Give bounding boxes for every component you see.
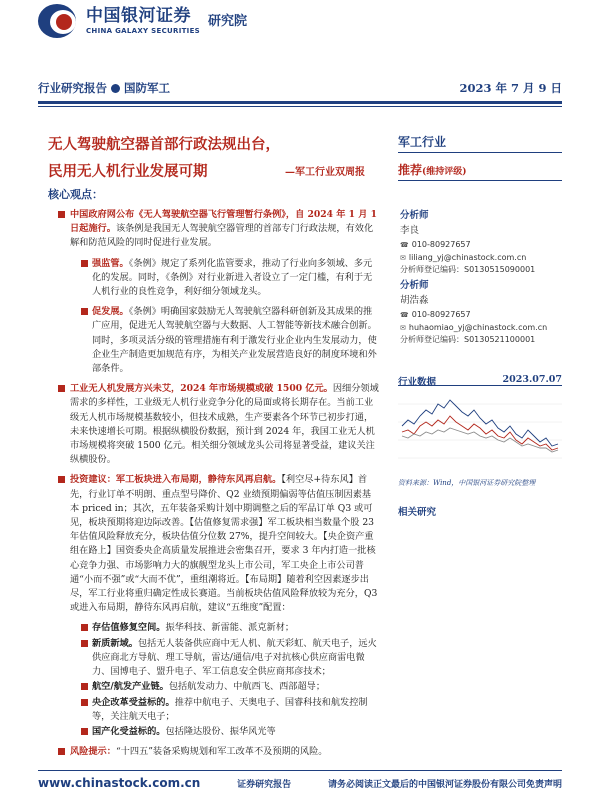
cert-label: 分析师登记编码： xyxy=(400,335,464,344)
recommendation-highlight: 存估值修复空间。 xyxy=(92,622,166,634)
recommendation-text: 包括隆达股份、振华风光等 xyxy=(165,725,276,737)
paragraph-text: 因细分领域需求的多样性，工业级无人机行业竞争分化的局面或将长期存在。当前工业级无人机市场规模基数较小，但技术成熟，生产要素各个环节已初步打通，未来快速增长可期。根据纵横股份数据，预计到 2024 年，我国工业无人机市场规模将突破 1500 亿元。相关细分领域龙头公司将显著受益，建议关注纵横股份。 xyxy=(70,383,379,466)
report-subtitle: —军工行业双周报 xyxy=(285,167,365,178)
recommendation-item xyxy=(48,696,380,724)
report-date: 2023 年 7 月 9 日 xyxy=(459,81,562,95)
paragraph-highlight: 促发展。 xyxy=(92,306,129,318)
paragraph-text: 【利空尽+待东风】首先，行业订单不明朗、重点型号降价、Q2 业绩预期偏弱等估值压制因素基本 priced in；其次，五年装备采购计划中期调整之后的军品订单 Q3 或可见，板块预期将迎边际改善。【估值修复需求强】军工板块相当数量个股 23 年估值风险释放充分，板块估值分位数 27%，提升空间较大。【央企资产重组在路上】国资委央企高质量发展推进会密集召开，要求 3 年内打造一批核心竞争力强、市场影响力大的旗舰型龙头上市公司，军工央企上市公司普通“小而不强”或“大而不优”，重组潮将近。【布局期】随着利空因素逐步出尽，军工行业将重归确定性成长赛道。当前板块估值风险释放较为充分，Q3 或进入布局期，静待东风再启航，建议“五维度”配置： xyxy=(70,474,378,614)
square-bullet-icon xyxy=(58,476,65,483)
analyst-cert: S0130515090001 xyxy=(464,265,536,274)
square-bullet-icon xyxy=(58,748,65,755)
logo xyxy=(38,4,247,38)
paragraph-text: 该条例是我国无人驾驶航空器管理的首部专门行政法规，有效化解和防范风险的同时促进行业发展。 xyxy=(70,223,374,249)
analyst-role: 分析师 xyxy=(400,210,429,221)
analyst-phone: 010-80927657 xyxy=(411,310,471,319)
recommendation-highlight: 航空/航发产业链。 xyxy=(92,681,169,693)
rating-value: 推荐 xyxy=(398,163,423,177)
square-bullet-icon xyxy=(81,728,88,735)
analyst-email[interactable]: liliang_yj@chinastock.com.cn xyxy=(408,252,527,262)
report-title-line1: 无人驾驶航空器首部行政法规出台， xyxy=(48,136,280,153)
paragraph-text: 《条例》明确国家鼓励无人驾驶航空器科研创新及其成果的推广应用，促进无人驾驶航空器与大数据、人工智能等新技术融合创新。同时，多项灵活分级的管理措施有利于激发行业企业内生发展动力，使企业生产制造更加规范有序，为相关产业发展营造良好的制度环境和外部条件。 xyxy=(92,306,377,375)
paragraph-promote-development xyxy=(48,305,380,376)
chart-label: 行业数据 xyxy=(398,377,437,388)
recommendation-item xyxy=(48,725,380,739)
related-research-label: 相关研究 xyxy=(398,507,437,518)
rating-note: (维持评级) xyxy=(422,167,467,177)
phone-icon: ☎ xyxy=(400,311,409,319)
paragraph-strong-regulation xyxy=(48,257,380,300)
galaxy-logo-icon xyxy=(38,4,80,38)
paragraph-text: 《条例》规定了系列化监管要求，推动了行业向多领域、多元化的发展。同时，《条例》对行业新进入者设立了一定门槛，有利于无人机行业的良性竞争，利好细分领域龙头。 xyxy=(92,257,373,298)
sidebar-rule xyxy=(398,180,562,181)
header-rule-thin xyxy=(38,106,562,107)
recommendation-item xyxy=(48,621,380,635)
rating xyxy=(398,161,467,178)
paragraph-investment xyxy=(48,473,380,615)
industry-name: 国防军工 xyxy=(124,81,170,95)
main-body xyxy=(48,208,380,765)
recommendation-text: 振华科技、新雷能、派克新材； xyxy=(165,622,295,634)
core-views-label: 核心观点： xyxy=(48,188,103,201)
recommendation-highlight: 央企改革受益标的。 xyxy=(92,696,175,708)
risk-text: “十四五”装备采购规划和军工改革不及预期的风险。 xyxy=(115,746,328,758)
sector-label: 军工行业 xyxy=(398,135,447,149)
email-icon: ✉ xyxy=(400,323,406,332)
report-title-line2: 民用无人机行业发展可期 xyxy=(48,163,208,180)
recommendation-item xyxy=(48,680,380,694)
report-meta-bar xyxy=(38,78,562,98)
risk-warning xyxy=(48,745,380,759)
recommendation-item xyxy=(48,637,380,680)
analyst-phone: 010-80927657 xyxy=(411,240,471,249)
logo-text xyxy=(86,5,200,35)
logo-english-name: CHINA GALAXY SECURITIES xyxy=(86,26,200,35)
paragraph-industrial-drone xyxy=(48,382,380,467)
cert-label: 分析师登记编码： xyxy=(400,265,464,274)
institute-name: 研究院 xyxy=(208,14,248,29)
recommendation-highlight: 国产化受益标的。 xyxy=(92,725,166,737)
chart-date: 2023.07.07 xyxy=(502,374,562,385)
recommendation-highlight: 新质新域。 xyxy=(92,637,138,649)
square-bullet-icon xyxy=(81,640,88,647)
square-bullet-icon xyxy=(81,683,88,690)
analyst-name: 李良 xyxy=(400,224,420,236)
industry-chart xyxy=(398,385,562,473)
sidebar-rule xyxy=(398,152,562,153)
logo-chinese-name: 中国银河证券 xyxy=(86,5,191,26)
analyst-cert: S0130521100001 xyxy=(464,335,536,344)
square-bullet-icon xyxy=(81,308,88,315)
recommendation-text: 包括无人装备供应商中无人机、航天彩虹、航天电子，远火供应商北方导航、理工导航，雷达/通信/电子对抗核心供应商雷电微力、国博电子、盟升电子、军工信息安全供应商邦彦技术； xyxy=(92,637,377,678)
square-bullet-icon xyxy=(81,260,88,267)
square-bullet-icon xyxy=(58,385,65,392)
paragraph-highlight: 中国政府网公布《无人驾驶航空器飞行管理暂行条例》，自 2024 年 1 月 1 日起施行。 xyxy=(70,209,377,235)
footer-url[interactable]: www.chinastock.com.cn xyxy=(38,776,201,790)
paragraph-highlight: 强监管。 xyxy=(92,257,129,269)
footer-center: 证券研究报告 xyxy=(237,779,292,790)
email-icon: ✉ xyxy=(400,253,406,262)
recommendation-text: 包括航发动力、中航西飞、西部超导； xyxy=(168,681,326,693)
analyst-card xyxy=(400,210,535,277)
report-type: 行业研究报告 xyxy=(38,81,107,95)
square-bullet-icon xyxy=(81,624,88,631)
square-bullet-icon xyxy=(81,699,88,706)
analyst-card xyxy=(400,280,547,347)
paragraph-highlight: 投资建议：军工板块进入布局期，静待东风再启航。 xyxy=(70,474,282,486)
risk-label: 风险提示： xyxy=(70,746,116,758)
phone-icon: ☎ xyxy=(400,241,409,249)
footer xyxy=(38,776,562,790)
header-rule xyxy=(38,101,562,104)
paragraph-regulation xyxy=(48,208,380,251)
analyst-email[interactable]: huhaomiao_yj@chinastock.com.cn xyxy=(408,322,548,332)
square-bullet-icon xyxy=(58,211,65,218)
separator-dot-icon xyxy=(111,84,120,93)
analyst-name: 胡浩淼 xyxy=(400,294,429,306)
industry-chart-graphic xyxy=(398,386,562,474)
chart-source-note: 资料来源：Wind，中国银河证券研究院整理 xyxy=(398,479,536,487)
paragraph-highlight: 工业无人机发展方兴未艾，2024 年市场规模或破 1500 亿元。 xyxy=(70,383,333,395)
footer-rule xyxy=(38,770,562,771)
analyst-role: 分析师 xyxy=(400,280,429,291)
footer-disclaimer: 请务必阅读正文最后的中国银河证券股份有限公司免责声明 xyxy=(327,779,562,790)
recommendation-text: 推荐中航电子、天奥电子、国睿科技和航发控制等，关注航天电子； xyxy=(92,696,368,722)
